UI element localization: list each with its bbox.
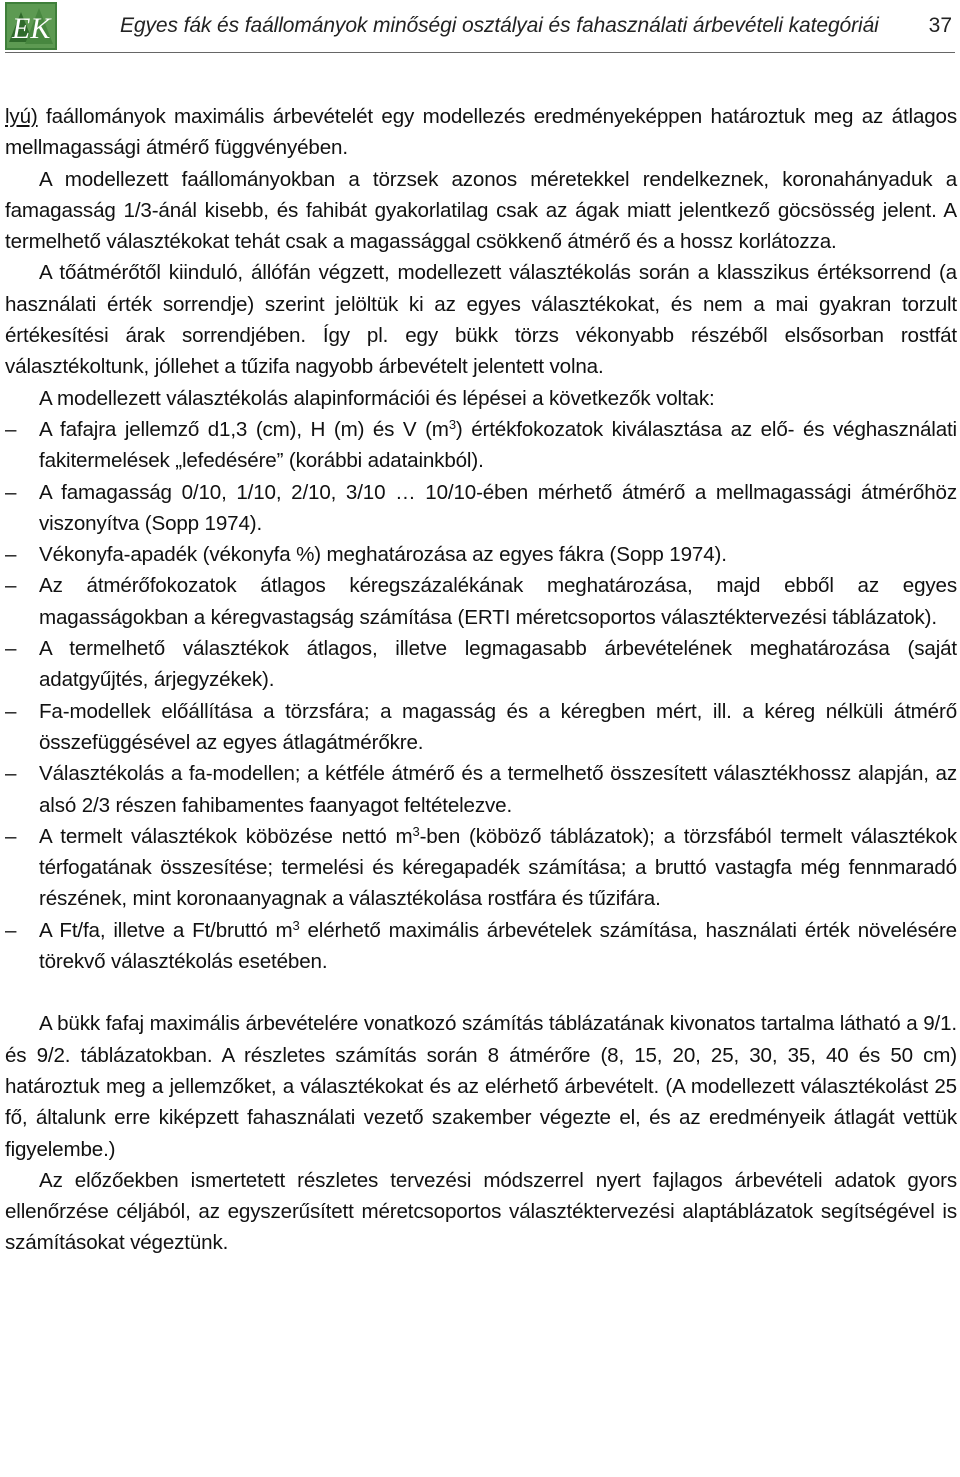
list-item: – A termelhető választékok átlagos, illetve legmagasabb árbevételének meghatározása (saját adatgyűjtés, árjegyzékek). <box>5 633 957 696</box>
steps-list <box>5 414 957 977</box>
dash-bullet: – <box>5 699 17 723</box>
list-item: – Az átmérőfokozatok átlagos kéregszázalékának meghatározása, majd ebből az egyes magasságokban a kéregvastagság számítása (ERTI méretcsoportos választéktervezési táblázatok). <box>5 570 957 633</box>
header-title: Egyes fák és faállományok minőségi osztályai és fahasználati árbevételi kategóriái <box>120 14 879 37</box>
logo-text: EK <box>12 12 51 45</box>
document-body <box>5 101 957 1259</box>
dash-bullet: – <box>5 918 17 942</box>
list-item: – A famagasság 0/10, 1/10, 2/10, 3/10 … 10/10-ében mérhető átmérő a mellmagassági átmérőhöz viszonyítva (Sopp 1974). <box>5 477 957 540</box>
list-item: – A Ft/fa, illetve a Ft/bruttó $m^3$ elérhető maximális árbevételek számítása, használati érték növelésére törekvő választékolás esetében. <box>5 915 957 978</box>
list-item: – Fa-modellek előállítása a törzsfára; a magasság és a kéregben mért, ill. a kéreg nélküli átmérő összefüggésével az egyes átlagátmérőkre. <box>5 696 957 759</box>
dash-bullet: – <box>5 574 17 598</box>
paragraph-2: A modellezett faállományokban a törzsek azonos méretekkel rendelkeznek, koronahányaduk a famagasság 1/3-ánál kisebb, és fahibát gyakorlatilag csak az ágak miatt jelentkező göcsösség jelent. A termelhető választékokat tehát csak a magassággal csökkenő átmérő és a hossz korlátozza. <box>5 167 957 254</box>
header-divider <box>5 52 955 53</box>
paragraph-1-text: faállományok maximális árbevételét egy modellezés eredményeképpen határoztuk meg az átlagos mellmagassági átmérő függvényében. <box>5 105 957 160</box>
blank-line <box>5 977 957 1008</box>
paragraph-1 <box>5 101 957 164</box>
dash-bullet: – <box>5 543 17 567</box>
list-item: – Választékolás a fa-modellen; a kétféle átmérő és a termelhető összesített választékhossz alapján, az alsó 2/3 részen fahibamentes faanyagot feltételezve. <box>5 758 957 821</box>
list-item: – Vékonyfa-apadék (vékonyfa %) meghatározása az egyes fákra (Sopp 1974). <box>5 539 957 570</box>
dash-bullet: – <box>5 480 17 504</box>
paragraph-6: Az előzőekben ismertetett részletes tervezési módszerrel nyert fajlagos árbevételi adatok gyors ellenőrzése céljából, az egyszerűsített méretcsoportos választéktervezési alaptáblázatok segítségével is számításokat végeztünk. <box>5 1168 957 1255</box>
paragraph-5: A bükk fafaj maximális árbevételére vonatkozó számítás táblázatának kivonatos tartalma látható a 9/1. és 9/2. táblázatokban. A részletes számítás során 8 átmérőre (8, 15, 20, 25, 30, 35, 40 és 50 cm) határoztuk meg a jellemzőket, a választékokat és az elérhető árbevételt. (A modellezett választékolást 25 fő, általunk erre kiképzett fahasználati vezető szakember végezte el, és az eredményeik átlagát vettük figyelembe.) <box>5 1012 957 1161</box>
dash-bullet: – <box>5 824 17 848</box>
paragraph-3: A tőátmérőtől kiinduló, állófán végzett, modellezett választékolás során a klasszikus értéksorrend (a használati érték sorrendje) szerint jelöltük ki az egyes választékokat, és nem a mai gyakran torzult értékesítési árak sorrendjében. Így pl. egy bükk törzs vékonyabb részéből elsősorban rostfát választékoltunk, jóllehet a tűzifa nagyobb árbevételt jelentett volna. <box>5 261 957 379</box>
dash-bullet: – <box>5 637 17 661</box>
dash-bullet: – <box>5 417 17 441</box>
underlined-fragment: lyú) <box>5 105 38 128</box>
dash-bullet: – <box>5 762 17 786</box>
paragraph-4: A modellezett választékolás alapinformációi és lépései a következők voltak: <box>39 386 715 410</box>
list-item: – A fafajra jellemző d1,3 (cm), H (m) és V $(m^3)$ értékfokozatok kiválasztása az elő- és véghasználati fakitermelések „lefedésére” (korábbi adatainkból). <box>5 414 957 477</box>
page-number: 37 <box>928 14 952 37</box>
list-item: – A termelt választékok köbözése nettó $m^3$-ben (köböző táblázatok); a törzsfából termelt választékok térfogatának összesítése; termelési és kéregapadék számítása; a bruttó vastagfa még fennmaradó részének, mint koronaanyagnak a választékolása rostfára és tűzifára. <box>5 821 957 915</box>
ek-logo-icon <box>5 2 57 50</box>
